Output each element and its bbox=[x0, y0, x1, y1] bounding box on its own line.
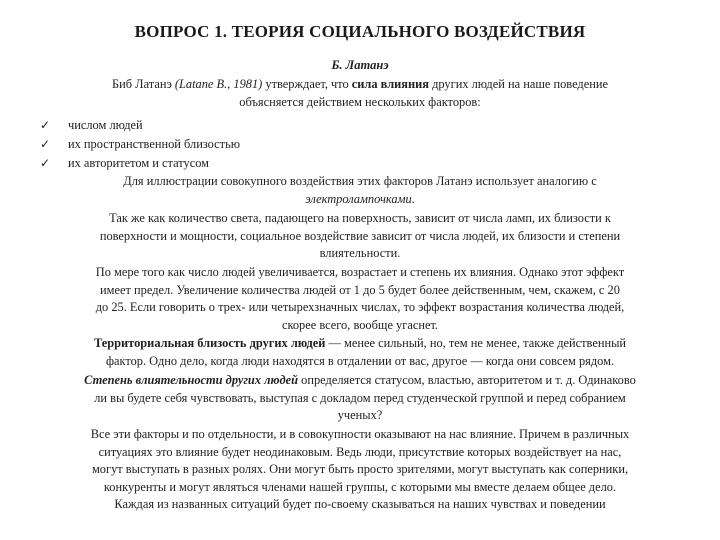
check-icon: ✓ bbox=[40, 156, 51, 170]
intro-line-2: объясняется действием нескольких факторов: bbox=[239, 94, 481, 109]
list-item: ✓ числом людей bbox=[40, 116, 240, 135]
summary-paragraph: Все эти факторы и по отдельности, и в совокупности оказывают на нас влияние. Причем в различных ситуациях это влияние будет неодинаковым. Ведь люди, присутствие которых воздействует на нас, могут выступать в разных ролях. Они могут быть просто зрителями, могут выступать как соперники, конкуренты и могут являться членами нашей группы, с которыми мы вместе делаем общее дело. Каждая из названных ситуаций будет по-своему сказываться на наших чувствах и поведении bbox=[90, 427, 630, 511]
factor-list bbox=[40, 116, 240, 173]
light-analogy-paragraph: Так же как количество света, падающего на поверхность, зависит от числа ламп, их близости к поверхности и мощности, социальное воздействие зависит от числа людей, их близости и степени влиятельности. bbox=[99, 211, 621, 260]
page-title: ВОПРОС 1. ТЕОРИЯ СОЦИАЛЬНОГО ВОЗДЕЙСТВИЯ bbox=[134, 22, 586, 41]
key-term-proximity: Территориальная близость других людей bbox=[93, 336, 326, 350]
illustration-paragraph: Для иллюстрации совокупного воздействия этих факторов Латанэ использует аналогию с электролампочками. bbox=[123, 174, 597, 206]
key-term-status: Степень влиятельности других людей bbox=[84, 373, 299, 387]
list-item: ✓ их пространственной близостью bbox=[40, 135, 240, 154]
check-icon: ✓ bbox=[40, 118, 51, 132]
key-term-influence: сила влияния bbox=[351, 77, 429, 91]
intro-line-1: Биб Латанэ (Latane B., 1981) утверждает, что сила влияния других людей на наше поведение bbox=[112, 77, 608, 91]
analogy-term: электролампочками bbox=[305, 191, 412, 206]
check-icon: ✓ bbox=[40, 137, 51, 151]
list-item: ✓ их авторитетом и статусом bbox=[40, 154, 240, 173]
citation: (Latane B., 1981) bbox=[174, 77, 263, 91]
proximity-paragraph: Территориальная близость других людей — менее сильный, но, тем не менее, также действенный фактор. Одно дело, когда люди находятся в отдалении от вас, другое — когда они совсем рядом. bbox=[93, 336, 627, 368]
number-paragraph: По мере того как число людей увеличивается, возрастает и степень их влияния. Однако этот эффект имеет предел. Увеличение количества людей от 1 до 5 будет более действенным, чем, скажем, с 20 до 25. Если говорить о трех- или четырехзначных числах, то эффект возрастания количества людей, скорее всего, вообще угаснет. bbox=[95, 265, 625, 332]
status-paragraph: Степень влиятельности других людей определяется статусом, властью, авторитетом и т. д. Одинаково ли вы будете себя чувствовать, выступая с докладом перед студенческой группой и перед собранием ученых? bbox=[84, 373, 636, 422]
author-name: Б. Латанэ bbox=[331, 58, 389, 72]
intro-paragraph bbox=[0, 76, 720, 111]
